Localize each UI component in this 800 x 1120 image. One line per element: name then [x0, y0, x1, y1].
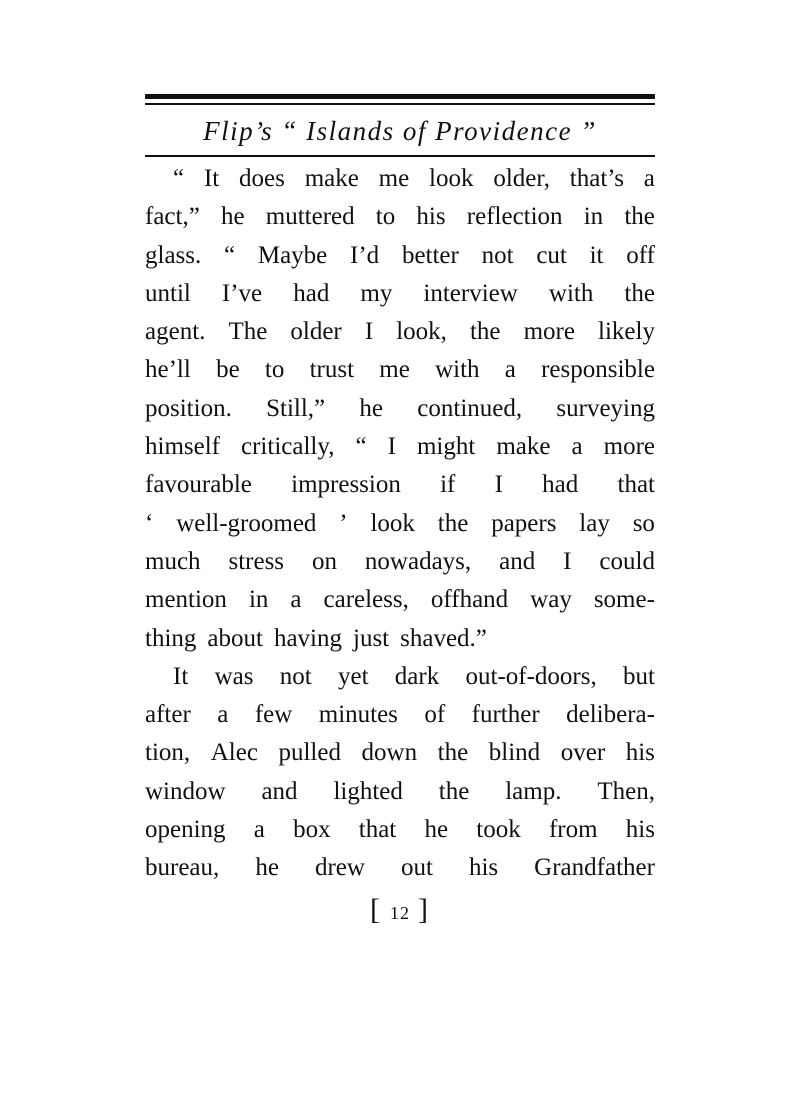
word: fact,” [145, 203, 200, 231]
word: himself [145, 433, 220, 461]
word: older [290, 318, 342, 346]
word: after [145, 701, 191, 729]
word: the [469, 318, 501, 346]
word: surveying [556, 394, 655, 422]
word: It [203, 165, 220, 192]
word: Still,” [266, 394, 326, 422]
word: a [643, 165, 655, 192]
word: I’d [350, 241, 380, 269]
header-rule-thick [145, 94, 655, 99]
word: his [625, 816, 655, 844]
word: a [571, 433, 583, 461]
word: interview [423, 279, 518, 307]
word: lamp. [505, 777, 562, 805]
word: in [248, 586, 269, 614]
word: yet [337, 662, 369, 690]
word: he [220, 203, 245, 231]
word: I [387, 433, 396, 461]
text-line [145, 505, 655, 543]
text-line [145, 658, 655, 696]
word: and [499, 547, 536, 575]
word: opening [145, 816, 226, 844]
word: his [468, 854, 499, 882]
word: so [632, 509, 655, 537]
word: that [617, 471, 655, 499]
word: down [361, 739, 418, 767]
word: his [625, 739, 655, 767]
word: shaved.” [400, 624, 487, 652]
text-line [145, 160, 655, 198]
text-line [145, 734, 655, 772]
word: impression [291, 471, 401, 499]
word: position. [145, 394, 232, 422]
word: having [273, 624, 342, 652]
word: “ [355, 433, 367, 461]
word: I [563, 547, 572, 575]
folio-open-bracket: [ [370, 893, 382, 926]
word: to [264, 356, 285, 384]
word: the [437, 739, 469, 767]
word: more [603, 433, 655, 461]
word: It [173, 662, 189, 690]
word: about [207, 624, 263, 652]
text-line [145, 351, 655, 389]
word: in [583, 203, 604, 231]
word: ‘ [145, 509, 154, 537]
word: be [216, 356, 240, 384]
word: me [378, 165, 410, 192]
word: continued, [417, 394, 523, 422]
text-line [145, 237, 655, 275]
word: to [375, 203, 396, 231]
word: I’ve [221, 279, 263, 307]
word: blind [488, 739, 541, 767]
word: a [217, 701, 229, 729]
word: not [279, 662, 312, 690]
word: delibera- [566, 701, 655, 729]
word: lay [579, 509, 610, 537]
word: and [261, 777, 298, 805]
word: I [494, 471, 503, 499]
word: Maybe [257, 241, 328, 269]
word: he’ll [145, 356, 191, 384]
body-text [145, 160, 655, 888]
text-line [145, 428, 655, 466]
word: I [364, 318, 374, 346]
word: make [496, 433, 551, 461]
word: could [599, 547, 655, 575]
word: responsible [541, 356, 655, 384]
word: box [293, 816, 331, 844]
text-line [145, 543, 655, 581]
word: way [530, 586, 572, 614]
word: glass. [145, 241, 202, 269]
word: few [254, 701, 293, 729]
word: out [400, 854, 433, 882]
word: on [311, 547, 337, 575]
text-line [145, 390, 655, 428]
word: offhand [430, 586, 509, 614]
text-line [145, 620, 655, 658]
word: he [424, 816, 449, 844]
word: likely [598, 318, 655, 346]
word: nowadays, [364, 547, 472, 575]
word: from [548, 816, 598, 844]
text-line [145, 198, 655, 236]
word: look, [396, 318, 447, 346]
word: papers [491, 509, 557, 537]
word: but [623, 662, 655, 690]
word: does [239, 165, 285, 192]
text-line [145, 581, 655, 619]
word: ’ [339, 509, 348, 537]
word: was [214, 662, 254, 690]
word: Then, [597, 777, 655, 805]
word: some- [593, 586, 655, 614]
word: well-groomed [176, 509, 317, 537]
word: a [290, 586, 302, 614]
word: stress [228, 547, 285, 575]
word: of [424, 701, 446, 729]
folio-close-bracket: ] [418, 893, 430, 926]
word: mention [145, 586, 227, 614]
header-rule-thin [145, 103, 655, 105]
word: the [438, 777, 470, 805]
word: look [429, 165, 474, 192]
word: favourable [145, 471, 252, 499]
word: further [471, 701, 540, 729]
word: had [542, 471, 579, 499]
word: with [435, 356, 480, 384]
word: dark [394, 662, 440, 690]
word: he [255, 854, 279, 882]
text-line [145, 466, 655, 504]
word: until [145, 279, 191, 307]
word: not [481, 241, 514, 269]
word: more [523, 318, 575, 346]
word: with [548, 279, 594, 307]
word: a [253, 816, 265, 844]
text-line [145, 275, 655, 313]
folio-number: 12 [390, 903, 410, 923]
word: the [624, 279, 655, 307]
word: “ [173, 165, 185, 192]
word: pulled [278, 739, 341, 767]
word: Grandfather [534, 854, 655, 882]
word: trust [309, 356, 355, 384]
word: make [304, 165, 359, 192]
page-number [145, 890, 655, 930]
word: took [476, 816, 521, 844]
word: might [416, 433, 476, 461]
word: if [440, 471, 456, 499]
word: careless, [323, 586, 409, 614]
word: older, [493, 165, 550, 192]
word: a [504, 356, 516, 384]
word: that [358, 816, 397, 844]
text-line [145, 773, 655, 811]
word: “ [224, 241, 236, 269]
word: it [589, 241, 604, 269]
word: my [360, 279, 393, 307]
word: The [228, 318, 268, 346]
word: just [353, 624, 390, 652]
word: thing [145, 624, 197, 652]
word: critically, [241, 433, 335, 461]
word: cut [536, 241, 567, 269]
word: bureau, [145, 854, 220, 882]
word: Alec [210, 739, 258, 767]
word: had [293, 279, 330, 307]
word: drew [314, 854, 365, 882]
word: agent. [145, 318, 206, 346]
text-line [145, 811, 655, 849]
text-line [145, 313, 655, 351]
word: window [145, 777, 226, 805]
word: he [359, 394, 384, 422]
text-line [145, 849, 655, 887]
word: his [416, 203, 446, 231]
word: much [145, 547, 201, 575]
word: reflection [466, 203, 563, 231]
header-rule-bottom [145, 155, 655, 157]
running-head: Flip’s “ Islands of Providence ” [203, 116, 597, 146]
word: minutes [318, 701, 398, 729]
word: the [624, 203, 655, 231]
word: muttered [265, 203, 355, 231]
word: lighted [333, 777, 403, 805]
word: that’s [569, 165, 624, 192]
word: the [437, 509, 469, 537]
word: out-of-doors, [465, 662, 597, 690]
word: off [626, 241, 655, 269]
word: me [379, 356, 410, 384]
word: tion, [145, 739, 191, 767]
word: look [370, 509, 415, 537]
word: over [560, 739, 606, 767]
word: better [401, 241, 459, 269]
text-line [145, 696, 655, 734]
